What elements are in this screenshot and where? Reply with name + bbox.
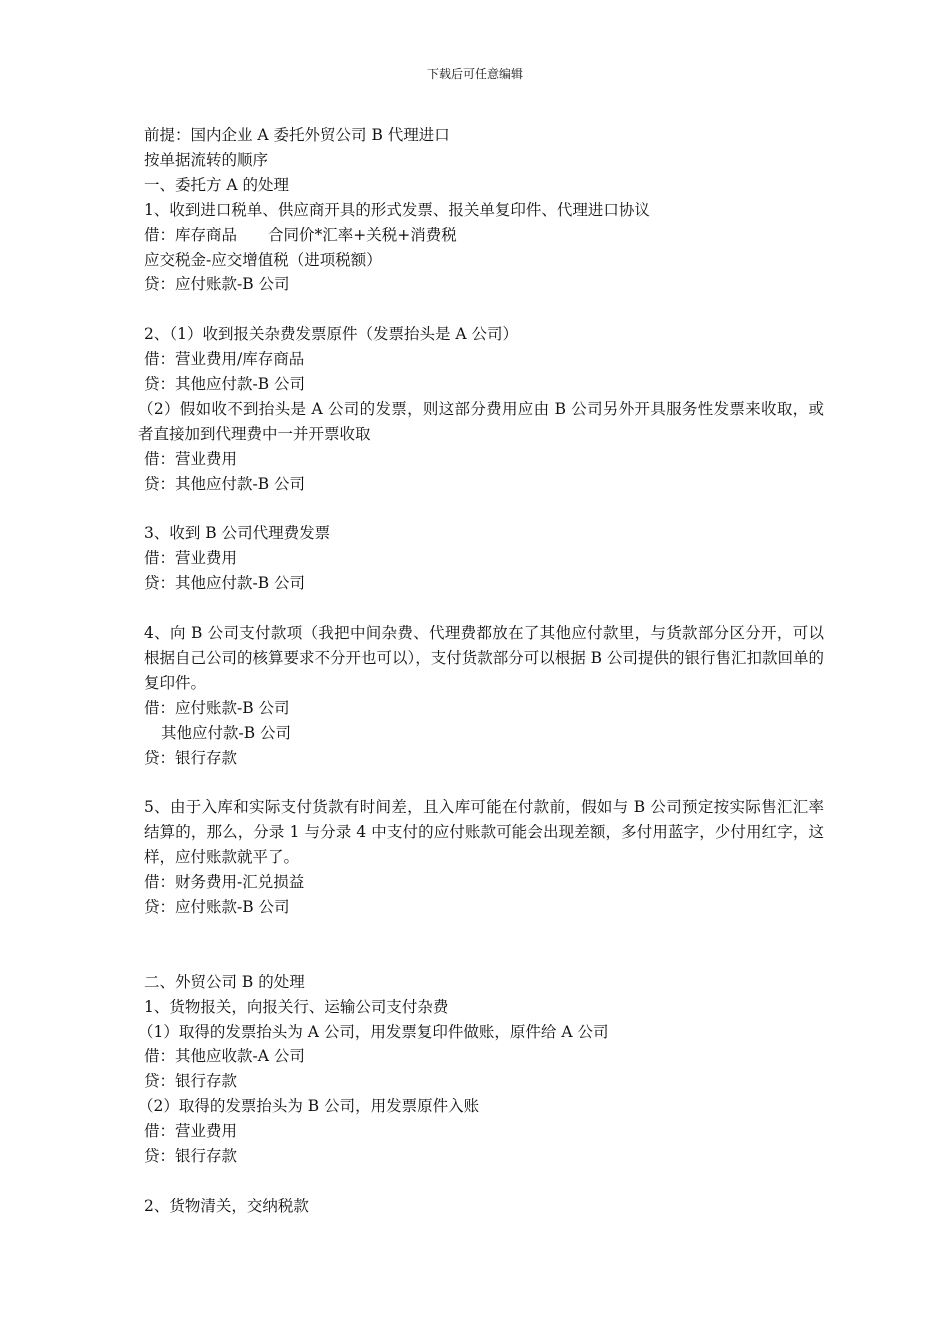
item-a4-credit: 贷：银行存款	[144, 748, 238, 767]
item-a2-note: （2）假如收不到抬头是 A 公司的发票，则这部分费用应由 B 公司另外开具服务性发票来收取，或者直接加到代理费中一并开票收取	[138, 399, 824, 443]
item-a1-title: 1、收到进口税单、供应商开具的形式发票、报关单复印件、代理进口协议	[144, 200, 650, 219]
item-a1-debit: 借：库存商品 合同价*汇率+关税+消费税	[144, 225, 457, 244]
item-a2-credit-2: 贷：其他应付款-B 公司	[144, 474, 306, 493]
order-line: 按单据流转的顺序	[144, 150, 269, 169]
spacer	[144, 497, 824, 522]
item-a5-debit: 借：财务费用-汇兑损益	[144, 873, 305, 892]
item-b1-sub1: （1）取得的发票抬头为 A 公司，用发票复印件做账，原件给 A 公司	[138, 1022, 609, 1041]
item-b1-title: 1、货物报关，向报关行、运输公司支付杂费	[144, 997, 449, 1016]
item-a4-title: 4、向 B 公司支付款项（我把中间杂费、代理费都放在了其他应付款里，与货款部分区分开，可以根据自己公司的核算要求不分开也可以），支付货款部分可以根据 B 公司提供的银行售汇扣款回单的复印件。	[144, 624, 824, 692]
section-heading-b: 二、外贸公司 B 的处理	[144, 972, 305, 991]
spacer	[144, 945, 824, 970]
document-body	[138, 123, 824, 1219]
item-b1-sub2-credit: 贷：银行存款	[144, 1147, 238, 1166]
item-b1-sub1-credit: 贷：银行存款	[144, 1072, 238, 1091]
spacer	[144, 1169, 824, 1194]
item-a3-debit: 借：营业费用	[144, 549, 238, 568]
spacer	[144, 297, 824, 322]
item-a2-debit-2: 借：营业费用	[144, 449, 238, 468]
item-a1-credit: 贷：应付账款-B 公司	[144, 275, 290, 294]
spacer	[144, 771, 824, 796]
item-a2-credit: 贷：其他应付款-B 公司	[144, 375, 306, 394]
item-a2-title: 2、（1）收到报关杂费发票原件（发票抬头是 A 公司）	[144, 325, 519, 344]
item-b1-sub1-debit: 借：其他应收款-A 公司	[144, 1047, 305, 1066]
section-heading-a: 一、委托方 A 的处理	[144, 175, 290, 194]
item-a1-tax: 应交税金-应交增值税（进项税额）	[144, 250, 382, 269]
item-b1-sub2-debit: 借：营业费用	[144, 1122, 238, 1141]
item-a3-title: 3、收到 B 公司代理费发票	[144, 524, 331, 543]
item-a5-credit: 贷：应付账款-B 公司	[144, 898, 290, 917]
item-b1-sub2: （2）取得的发票抬头为 B 公司，用发票原件入账	[138, 1097, 480, 1116]
item-a4-debit: 借：应付账款-B 公司	[144, 698, 290, 717]
item-a5-title: 5、由于入库和实际支付货款有时间差，且入库可能在付款前，假如与 B 公司预定按实际售汇汇率结算的，那么，分录 1 与分录 4 中支付的应付账款可能会出现差额，多付用蓝字，少付用红字，这样，应付账款就平了。	[144, 798, 824, 867]
item-b2-title: 2、货物清关，交纳税款	[144, 1196, 309, 1215]
page-header: 下载后可任意编辑	[426, 67, 523, 81]
spacer	[144, 596, 824, 621]
spacer	[144, 920, 824, 945]
item-a4-debit-2: 其他应付款-B 公司	[161, 723, 292, 742]
item-a2-debit: 借：营业费用/库存商品	[144, 350, 305, 369]
premise-line: 前提：国内企业 A 委托外贸公司 B 代理进口	[144, 126, 450, 144]
item-a3-credit: 贷：其他应付款-B 公司	[144, 574, 306, 593]
